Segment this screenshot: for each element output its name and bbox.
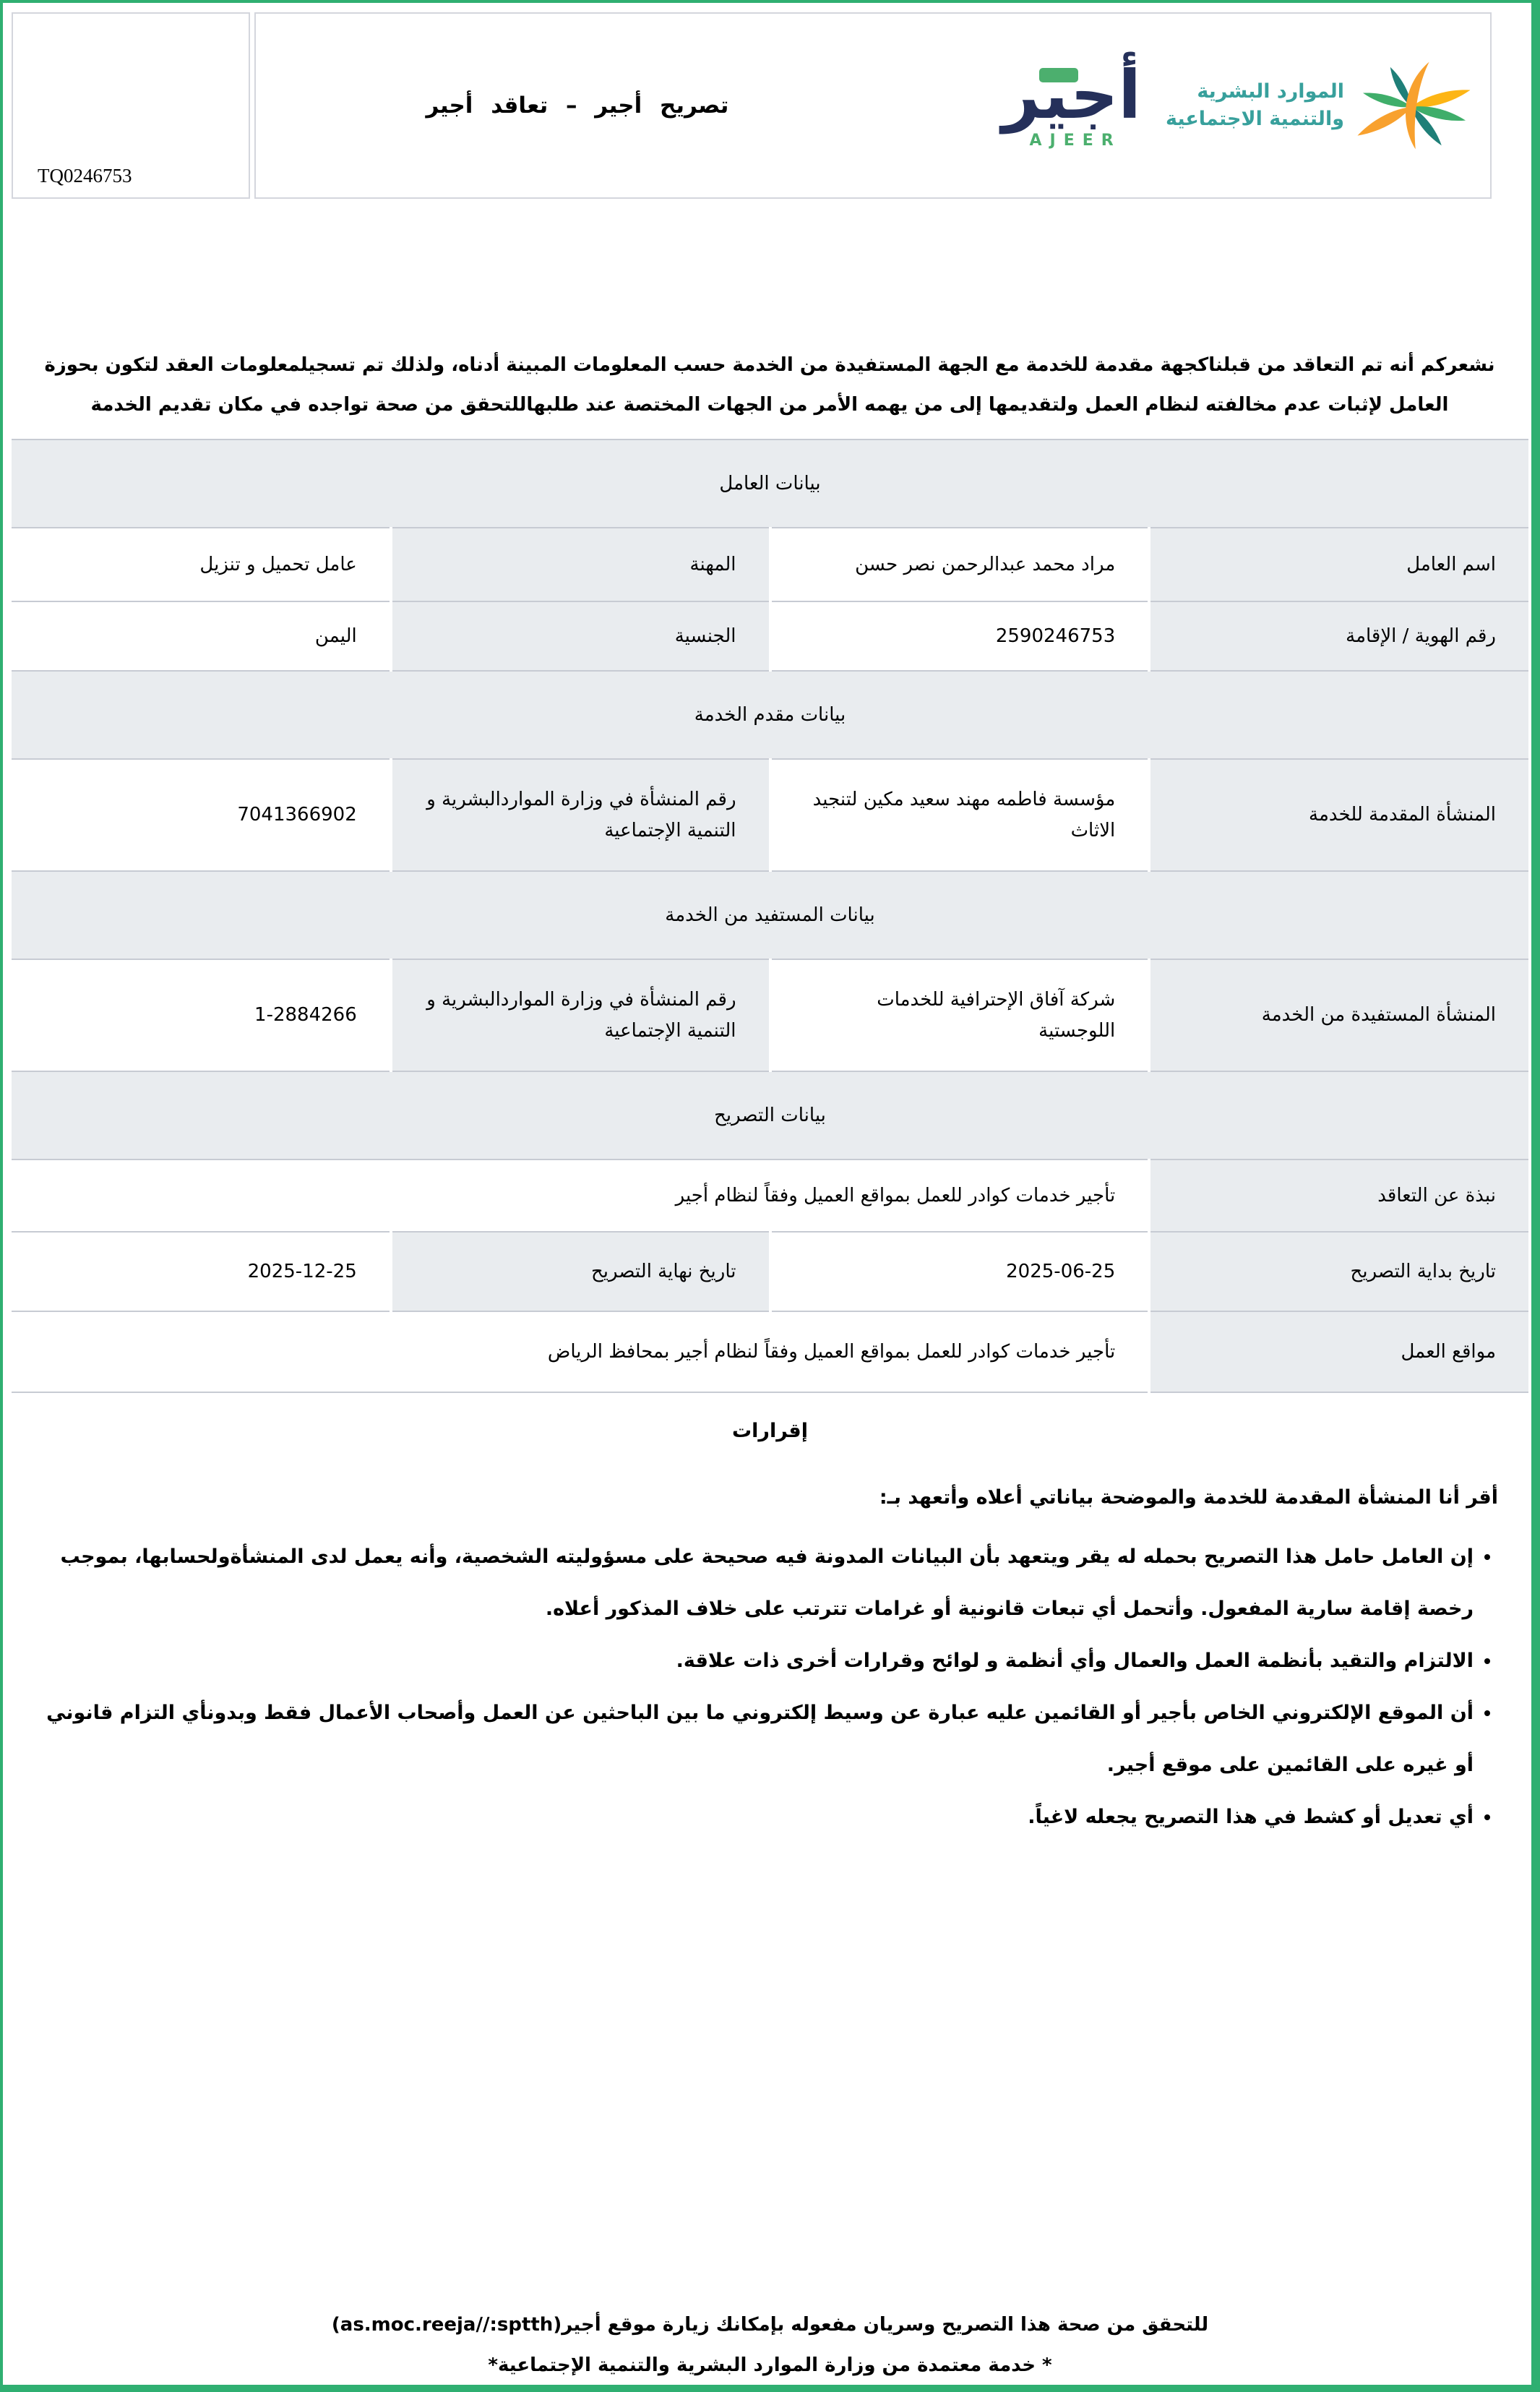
declarations-intro: أقر أنا المنشأة المقدمة للخدمة والموضحة بياناتي أعلاه وأتعهد بـ: [879, 1486, 1498, 1509]
beneficiary-number-value: 1-2884266 [12, 959, 391, 1071]
profession-label: المهنة [391, 528, 770, 601]
permit-number-box [12, 12, 250, 199]
declaration-item-3: • أن الموقع الإلكتروني الخاص بأجير أو القائمين عليه عبارة عن وسيط إلكتروني ما بين الباحثين عن العمل وأصحاب الأعمال فقط وبدونأي التزام قانوني أو غيره على القائمين على موقع أجير. [30, 1687, 1474, 1791]
declaration-item-1: • إن العامل حامل هذا التصريح بحمله له يقر ويتعهد بأن البيانات المدونة فيه صحيحة على مسؤوليته الشخصية، وأنه يعمل لدى المنشأةولحسابها، بموجب رخصة إقامة سارية المفعول. وأتحمل أي تبعات قانونية أو غرامات تترتب على خلاف المذكور أعلاه. [30, 1531, 1474, 1635]
permit-table [12, 439, 1528, 1393]
profession-value: عامل تحميل و تنزيل [12, 528, 391, 601]
intro-line-1: نشعركم أنه تم التعاقد من قبلناكجهة مقدمة للخدمة مع الجهة المستفيدة من الخدمة حسب المعلومات المبينة أدناه، ولذلك تم تسجيلمعلومات العقد لتكون بحوزة [44, 354, 1495, 376]
id-number-value: 2590246753 [770, 601, 1150, 671]
section-header-provider: بيانات مقدم الخدمة [12, 671, 1528, 759]
section-header-beneficiary: بيانات المستفيد من الخدمة [12, 871, 1528, 959]
start-date-value: 2025-06-25 [770, 1232, 1150, 1311]
footer-verify-line: للتحقق من صحة هذا التصريح وسريان مفعوله بإمكانك زيارة موقع أجير(as.moc.reeja//:sptth) [331, 2314, 1209, 2336]
start-date-label: تاريخ بداية التصريح [1149, 1232, 1528, 1311]
provider-number-label: رقم المنشأة في وزارة المواردالبشرية و التنمية الإجتماعية [391, 759, 770, 871]
nationality-label: الجنسية [391, 601, 770, 671]
end-date-label: تاريخ نهاية التصريح [391, 1232, 770, 1311]
ministry-logo-text [1166, 78, 1344, 133]
worker-name-value: مراد محمد عبدالرحمن نصر حسن [770, 528, 1150, 601]
declarations-title: إقرارات [732, 1420, 808, 1442]
beneficiary-number-label: رقم المنشأة في وزارة المواردالبشرية و التنمية الإجتماعية [391, 959, 770, 1071]
logos-group [1002, 58, 1474, 153]
provider-number-value: 7041366902 [12, 759, 391, 871]
id-number-label: رقم الهوية / الإقامة [1149, 601, 1528, 671]
ministry-name-line2: والتنمية الاجتماعية [1165, 108, 1344, 130]
ajeer-logo [1002, 56, 1141, 150]
footer-approved-line: * خدمة معتمدة من وزارة الموارد البشرية والتنمية الإجتماعية* [488, 2354, 1052, 2376]
work-locations-label: مواقع العمل [1149, 1311, 1528, 1392]
ministry-logo [1166, 58, 1474, 153]
work-locations-value: تأجير خدمات كوادر للعمل بمواقع العميل وفقاً لنظام أجير بمحافظ الرياض [12, 1311, 1149, 1392]
ministry-name-line1: الموارد البشرية [1197, 80, 1344, 103]
provider-establishment-label: المنشأة المقدمة للخدمة [1149, 759, 1528, 871]
intro-line-2: العامل لإثبات عدم مخالفته لنظام العمل ولتقديمها إلى من يهمه الأمر من الجهات المختصة عند طلبهاللتحقق من صحة تواجده في مكان تقديم الخدمة [90, 394, 1449, 416]
declarations-list [30, 1531, 1498, 1843]
end-date-value: 2025-12-25 [12, 1232, 391, 1311]
declaration-item-4: • أي تعديل أو كشط في هذا التصريح يجعله لاغياً. [30, 1791, 1474, 1843]
worker-name-label: اسم العامل [1149, 528, 1528, 601]
section-header-permit: بيانات التصريح [12, 1071, 1528, 1159]
intro-paragraph [22, 346, 1518, 425]
permit-number: TQ0246753 [38, 165, 132, 187]
declaration-item-2: • الالتزام والتقيد بأنظمة العمل والعمال وأي أنظمة و لوائح وقرارات أخرى ذات علاقة. [30, 1635, 1474, 1687]
provider-establishment-value: مؤسسة فاطمه مهند سعيد مكين لتنجيد الاثاث [770, 759, 1150, 871]
ministry-logo-icon [1351, 58, 1474, 153]
beneficiary-establishment-value: شركة آفاق الإحترافية للخدمات اللوجستية [770, 959, 1150, 1071]
contract-summary-label: نبذة عن التعاقد [1149, 1159, 1528, 1232]
nationality-value: اليمن [12, 601, 391, 671]
beneficiary-establishment-label: المنشأة المستفيدة من الخدمة [1149, 959, 1528, 1071]
header-box [254, 12, 1492, 199]
ajeer-logo-arabic: أجير [1002, 56, 1141, 134]
contract-summary-value: تأجير خدمات كوادر للعمل بمواقع العميل وفقاً لنظام أجير [12, 1159, 1149, 1232]
section-header-worker: بيانات العامل [12, 440, 1528, 528]
ajeer-logo-latin: AJEER [1029, 131, 1122, 150]
document-title: تصريح أجير – تعاقد أجير [426, 93, 729, 119]
